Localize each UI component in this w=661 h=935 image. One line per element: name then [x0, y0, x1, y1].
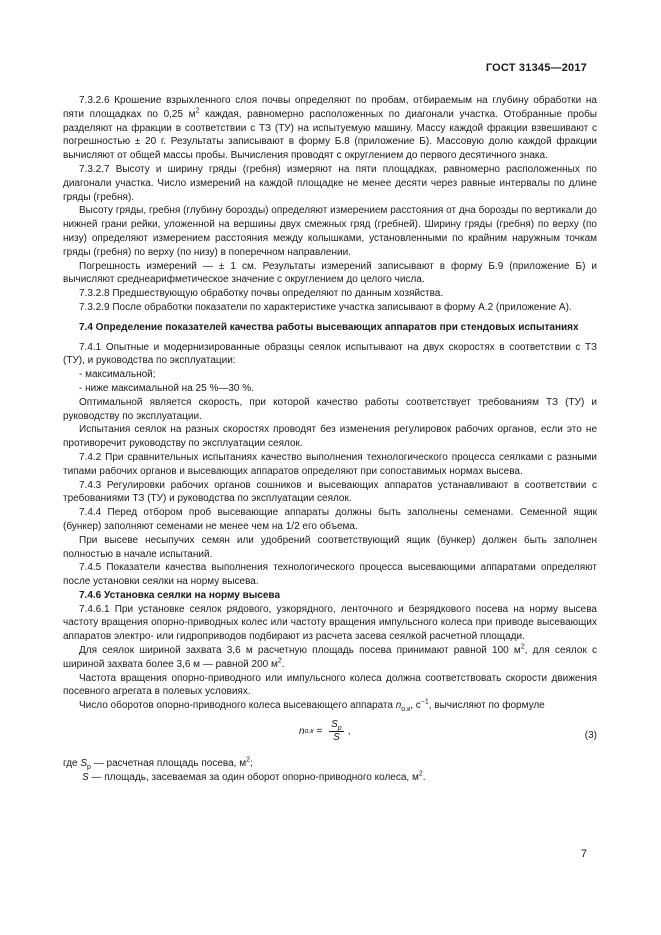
standard-header: ГОСТ 31345—2017 — [485, 62, 587, 74]
para-7-4-2: 7.4.2 При сравнительных испытаниях качество выполнения технологического процесса сеялками с разными типами рабочих органов и высевающих аппаратов определяют при сопоставимых нормах высева. — [63, 451, 597, 477]
list-item-below-max: - ниже максимальной на 25 %—30 %. — [79, 382, 254, 394]
heading-7-4-6: 7.4.6 Установка сеялки на норму высева — [79, 589, 281, 601]
para-speed-tests: Испытания сеялок на разных скоростях проводят без изменения регулировок рабочих органов, если это не противоречит руководству по эксплуатации сеялок. — [63, 424, 597, 450]
para-7-4-5: 7.4.5 Показатели качества выполнения технологического процесса высевающими аппаратами определяют после установки сеялки на норму высева. — [63, 562, 597, 588]
where-sr: где $S_р$ — расчетная площадь посева, $м^2$; — [63, 756, 253, 772]
body-text — [63, 94, 597, 785]
para-7-4-1: 7.4.1 Опытные и модернизированные образцы сеялок испытывают на двух скоростях в соответствии с ТЗ (ТУ), и руководства по эксплуатации: — [63, 341, 597, 367]
para-7-4-4: 7.4.4 Перед отбором проб высевающие аппараты должны быть заполнены семенами. Семенной ящик (бункер) заполняют семенами не менее чем на 1/2 его объема. — [63, 507, 597, 532]
para-optimal-speed: Оптимальной является скорость, при которой качество работы соответствует требованиям ТЗ (ТУ) и руководству по эксплуатации. — [63, 396, 597, 422]
list-item-max: - максимальной; — [79, 369, 156, 381]
para-height-measure: Высоту гряды, гребня (глубину борозды) определяют измерением расстояния от дна борозды по вертикали до нижней грани рейки, уложенной на вершины двух смежных гряд (гребней). Ширину гряды (гребня) по верху (по низу) определяют измерением расстояния между колышками, установленными по крайним наружным точкам гряды (гребня) по верху (по низу) в поперечном направлении. — [63, 205, 597, 258]
formula-expression: n о.к = $\frac{S_р}{S}$ , — [299, 719, 351, 744]
where-s: S — площадь, засеваемая за один оборот опорно-приводного колеса, $м^2$. — [82, 770, 426, 783]
page-number: 7 — [580, 848, 587, 860]
para-wheel-speed: Частота вращения опорно-приводного или импульсного колеса должна соответствовать скорости движения посевного агрегата в полевых условиях. — [63, 672, 597, 698]
para-non-flowing-seeds: При высеве несыпучих семян или удобрений соответствующий ящик (бункер) должен быть заполнен полностью в начале испытаний. — [63, 534, 597, 560]
para-error: Погрешность измерений — ± 1 см. Результаты измерений записывают в форму Б.9 (приложение Б) и вычисляют среднеарифметическое значение с округлением до целого числа. — [63, 260, 597, 286]
para-7-3-2-8: 7.3.2.8 Предшествующую обработку почвы определяют по данным хозяйства. — [79, 288, 444, 300]
formula-3 — [63, 717, 597, 753]
para-revolutions: Число оборотов опорно-приводного колеса высевающего аппарата $n_{о.к}$, $с^{-1}$, вычисляют по формуле — [79, 698, 545, 714]
para-7-4-3: 7.4.3 Регулировки рабочих органов сошников и высевающих аппаратов устанавливают в соответствии с требованиями ТЗ (ТУ) и руководства по эксплуатации сеялок. — [63, 479, 597, 505]
para-7-3-2-6: 7.3.2.6 Крошение взрыхленного слоя почвы определяют по пробам, отбираемым на глубину обработки на пяти площадках по 0,25 $м^2$ каждая, равномерно расположенных по диагонали участка. Отобранные пробы разделяют на фракции в соответствии с ТЗ (ТУ) на испытуемую машину. Массу каждой фракции взвешивают с погрешностью ± 20 г. Результаты записывают в форму Б.8 (приложение Б). Массовую долю каждой фракции вычисляют от общей массы пробы. Вычисления проводят с округлением до первого десятичного знака. — [63, 95, 597, 162]
heading-7-4: 7.4 Определение показателей качества работы высевающих аппаратов при стендовых испытаниях — [79, 321, 579, 333]
formula-number: (3) — [584, 730, 597, 742]
para-calc-area: Для сеялок шириной захвата 3,6 м расчетную площадь посева принимают равной 100 $м^2$, для сеялок с шириной захвата более 3,6 м — равной 200 $м^2$. — [63, 643, 598, 670]
formula-fraction: $\frac{S_р}{S}$ — [331, 719, 342, 744]
para-7-4-6-1: 7.4.6.1 При установке сеялок рядового, узкорядного, ленточного и безрядкового посева на норму высева частоту вращения опорно-приводных колес или частоту вращения импульсного колеса при приводе высевающих аппаратов электро- или гидроприводов подбирают из расчета засева сеялкой расчетной площади. — [63, 603, 597, 643]
para-7-3-2-7: 7.3.2.7 Высоту и ширину гряды (гребня) измеряют на пяти площадках, равномерно расположенных по диагонали участка. Число измерений на каждой площадке не менее десяти через равные интервалы по длине гряды (гребня). — [63, 163, 597, 203]
para-7-3-2-9: 7.3.2.9 После обработки показатели по характеристике участка записывают в форму А.2 (приложение А). — [79, 301, 572, 313]
